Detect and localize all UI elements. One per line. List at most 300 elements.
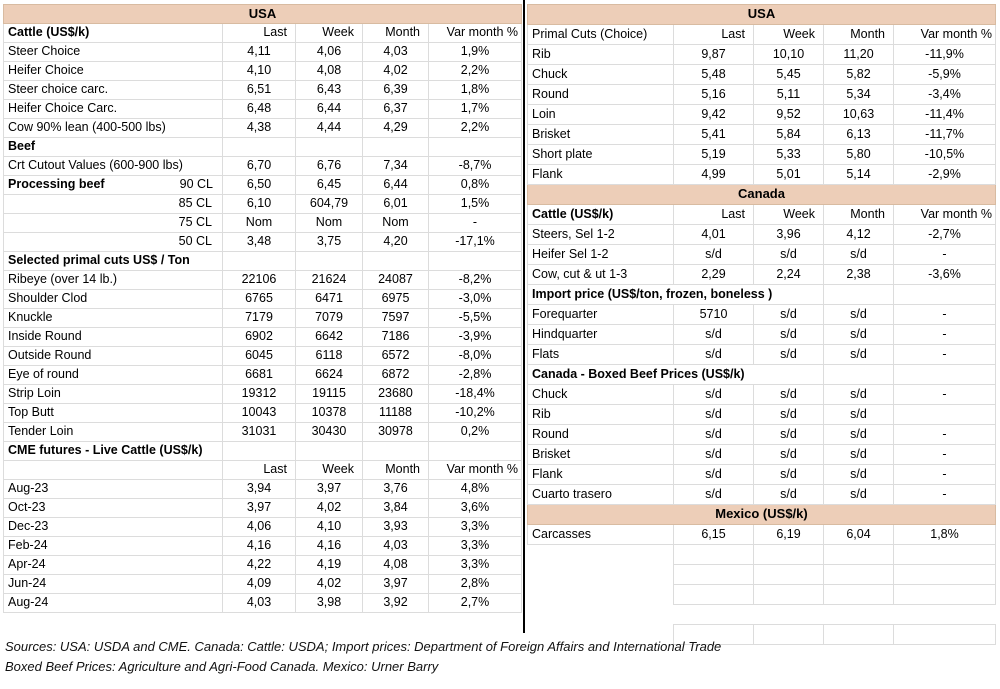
cell-week: 6471 xyxy=(296,290,363,309)
cell-last: Nom xyxy=(223,214,296,233)
row-label: Jun-24 xyxy=(4,575,223,594)
cell-last: 6,15 xyxy=(674,525,754,545)
cell-last: 6902 xyxy=(223,328,296,347)
cell-var-month: - xyxy=(894,465,996,485)
table-row xyxy=(4,62,522,81)
cell-month: 4,20 xyxy=(363,233,429,252)
cell-month: 6,04 xyxy=(824,525,894,545)
row-label: Feb-24 xyxy=(4,537,223,556)
cell-var-month: - xyxy=(894,325,996,345)
cell-week: 604,79 xyxy=(296,195,363,214)
spacer-cell xyxy=(528,585,674,605)
cell-var-month: -3,0% xyxy=(429,290,522,309)
cell-month: s/d xyxy=(824,485,894,505)
cell-month: 10,63 xyxy=(824,105,894,125)
empty-cell xyxy=(296,252,363,271)
cell-week: s/d xyxy=(754,465,824,485)
cell-week xyxy=(754,585,824,605)
cell-var-month: -11,4% xyxy=(894,105,996,125)
table-row xyxy=(528,225,996,245)
cell-week xyxy=(754,545,824,565)
table-row xyxy=(4,309,522,328)
spacer-cell xyxy=(528,565,674,585)
cell-week: 3,75 xyxy=(296,233,363,252)
cell-month: s/d xyxy=(824,305,894,325)
cell-week xyxy=(754,565,824,585)
region-band: USA xyxy=(4,5,522,24)
table-row xyxy=(528,245,996,265)
region-band: USA xyxy=(528,5,996,25)
cell-last: 6765 xyxy=(223,290,296,309)
spacer-cell xyxy=(528,605,996,625)
cell-last: s/d xyxy=(674,485,754,505)
column-header: Last xyxy=(674,25,754,45)
cell-var-month: -3,4% xyxy=(894,85,996,105)
cell-week: 5,11 xyxy=(754,85,824,105)
cell-last: 6,50 xyxy=(223,176,296,195)
cell-month: 7,34 xyxy=(363,157,429,176)
spacer-cell xyxy=(528,545,674,565)
cell-week: 6,43 xyxy=(296,81,363,100)
cell-month: s/d xyxy=(824,245,894,265)
row-label: Oct-23 xyxy=(4,499,223,518)
column-header: Month xyxy=(824,205,894,225)
cell-var-month: -11,7% xyxy=(894,125,996,145)
cell-var-month: - xyxy=(894,385,996,405)
cell-last: 2,29 xyxy=(674,265,754,285)
cell-month: 7186 xyxy=(363,328,429,347)
cell-month: 4,02 xyxy=(363,62,429,81)
row-label: Brisket xyxy=(528,445,674,465)
table-row xyxy=(4,290,522,309)
table-row xyxy=(4,461,522,480)
cell-week: 3,98 xyxy=(296,594,363,613)
cell-var-month: -17,1% xyxy=(429,233,522,252)
cell-week: 19115 xyxy=(296,385,363,404)
row-label: Steer choice carc. xyxy=(4,81,223,100)
cell-var-month: 1,9% xyxy=(429,43,522,62)
table-row xyxy=(4,594,522,613)
cell-week: 2,24 xyxy=(754,265,824,285)
empty-cell xyxy=(429,138,522,157)
cell-var-month: 1,5% xyxy=(429,195,522,214)
cell-last: 4,22 xyxy=(223,556,296,575)
cell-var-month: 1,8% xyxy=(429,81,522,100)
cell-month: s/d xyxy=(824,325,894,345)
cell-month: 3,97 xyxy=(363,575,429,594)
cell-var-month: - xyxy=(894,425,996,445)
cell-week xyxy=(754,625,824,645)
section-label: Canada - Boxed Beef Prices (US$/k) xyxy=(528,365,824,385)
column-header: Var month % xyxy=(429,24,522,43)
cell-var-month: 3,3% xyxy=(429,537,522,556)
cell-month: 5,34 xyxy=(824,85,894,105)
cell-month: 2,38 xyxy=(824,265,894,285)
row-label xyxy=(4,176,223,195)
cell-var-month: -3,9% xyxy=(429,328,522,347)
cell-last: 4,10 xyxy=(223,62,296,81)
cell-week: s/d xyxy=(754,305,824,325)
region-band: Canada xyxy=(528,185,996,205)
cell-var-month: 0,8% xyxy=(429,176,522,195)
source-note-line2: Boxed Beef Prices: Agriculture and Agri-Food Canada. Mexico: Urner Barry xyxy=(5,659,439,675)
table-row xyxy=(528,25,996,45)
cell-week: s/d xyxy=(754,445,824,465)
column-header: Month xyxy=(363,461,429,480)
row-group-label: Cattle (US$/k) xyxy=(4,24,223,43)
empty-cell xyxy=(223,138,296,157)
cell-last: 4,03 xyxy=(223,594,296,613)
cell-month: 7597 xyxy=(363,309,429,328)
table-row xyxy=(528,145,996,165)
row-group-label: Cattle (US$/k) xyxy=(528,205,674,225)
cell-week: 6,19 xyxy=(754,525,824,545)
table-row xyxy=(528,445,996,465)
cell-last: 6681 xyxy=(223,366,296,385)
usa-canada-mexico-table xyxy=(527,4,996,645)
cell-week: 6,44 xyxy=(296,100,363,119)
cell-var-month: 3,3% xyxy=(429,518,522,537)
row-group-label xyxy=(4,461,223,480)
row-label: Flats xyxy=(528,345,674,365)
cell-last: 6,10 xyxy=(223,195,296,214)
cell-var-month: - xyxy=(894,305,996,325)
region-band-row xyxy=(528,505,996,525)
cell-last: 6045 xyxy=(223,347,296,366)
cell-month: s/d xyxy=(824,405,894,425)
cell-var-month: -5,9% xyxy=(894,65,996,85)
cell-month: 4,29 xyxy=(363,119,429,138)
table-row xyxy=(4,366,522,385)
cell-last: 5,19 xyxy=(674,145,754,165)
row-label: Strip Loin xyxy=(4,385,223,404)
cell-week: 3,96 xyxy=(754,225,824,245)
table-row xyxy=(4,100,522,119)
cell-week: 30430 xyxy=(296,423,363,442)
cell-last: s/d xyxy=(674,385,754,405)
column-header: Var month % xyxy=(894,205,996,225)
table-row xyxy=(528,385,996,405)
table-row xyxy=(528,465,996,485)
row-label: Round xyxy=(528,85,674,105)
section-divider xyxy=(523,0,525,633)
cell-last: 4,06 xyxy=(223,518,296,537)
empty-cell xyxy=(894,365,996,385)
table-row xyxy=(4,81,522,100)
cell-week: 4,02 xyxy=(296,575,363,594)
cell-var-month: 0,2% xyxy=(429,423,522,442)
cell-month: 4,08 xyxy=(363,556,429,575)
table-row xyxy=(4,385,522,404)
empty-cell xyxy=(824,285,894,305)
section-label: CME futures - Live Cattle (US$/k) xyxy=(4,442,223,461)
cell-week: 10,10 xyxy=(754,45,824,65)
cell-week: s/d xyxy=(754,405,824,425)
cell-var-month: - xyxy=(894,485,996,505)
cell-month: 5,80 xyxy=(824,145,894,165)
cell-var-month: -8,7% xyxy=(429,157,522,176)
table-row xyxy=(528,525,996,545)
cell-month: 23680 xyxy=(363,385,429,404)
cell-week: 6,76 xyxy=(296,157,363,176)
cell-last: 6,70 xyxy=(223,157,296,176)
cell-var-month: -5,5% xyxy=(429,309,522,328)
empty-cell xyxy=(296,138,363,157)
cell-week: 21624 xyxy=(296,271,363,290)
table-row xyxy=(4,138,522,157)
section-label: Import price (US$/ton, frozen, boneless ) xyxy=(528,285,824,305)
cell-last: 22106 xyxy=(223,271,296,290)
cell-month: Nom xyxy=(363,214,429,233)
cell-last: s/d xyxy=(674,245,754,265)
cell-month: s/d xyxy=(824,465,894,485)
table-row xyxy=(4,214,522,233)
table-row xyxy=(4,518,522,537)
table-row xyxy=(4,252,522,271)
cell-week: s/d xyxy=(754,325,824,345)
table-row xyxy=(528,345,996,365)
cell-week: 4,19 xyxy=(296,556,363,575)
empty-cell xyxy=(824,365,894,385)
table-row xyxy=(4,480,522,499)
cell-month: 5,14 xyxy=(824,165,894,185)
row-label: Top Butt xyxy=(4,404,223,423)
row-label: Eye of round xyxy=(4,366,223,385)
cell-var-month xyxy=(894,585,996,605)
cell-var-month xyxy=(894,565,996,585)
row-label: Chuck xyxy=(528,65,674,85)
table-row xyxy=(4,404,522,423)
cell-week: 6,45 xyxy=(296,176,363,195)
row-label: Forequarter xyxy=(528,305,674,325)
cell-last: 4,16 xyxy=(223,537,296,556)
cell-week: 4,02 xyxy=(296,499,363,518)
usa-prices-table xyxy=(3,4,522,613)
table-row xyxy=(528,405,996,425)
column-header: Last xyxy=(223,24,296,43)
cell-last: s/d xyxy=(674,405,754,425)
cell-month xyxy=(824,585,894,605)
row-label: 85 CL xyxy=(4,195,223,214)
table-row xyxy=(528,485,996,505)
cell-week: s/d xyxy=(754,385,824,405)
empty-cell xyxy=(894,285,996,305)
row-label: Cow 90% lean (400-500 lbs) xyxy=(4,119,223,138)
row-label: Tender Loin xyxy=(4,423,223,442)
cell-var-month: - xyxy=(429,214,522,233)
empty-cell xyxy=(223,442,296,461)
cell-month: 24087 xyxy=(363,271,429,290)
row-label: Brisket xyxy=(528,125,674,145)
row-label: Rib xyxy=(528,45,674,65)
table-row xyxy=(4,442,522,461)
column-header: Week xyxy=(296,461,363,480)
cell-week: 4,08 xyxy=(296,62,363,81)
row-label: Carcasses xyxy=(528,525,674,545)
cell-month: 3,93 xyxy=(363,518,429,537)
cell-month: 4,03 xyxy=(363,537,429,556)
cell-month: 6,37 xyxy=(363,100,429,119)
row-label: Heifer Sel 1-2 xyxy=(528,245,674,265)
table-row xyxy=(528,285,996,305)
table-row xyxy=(528,105,996,125)
cell-month: s/d xyxy=(824,385,894,405)
cell-last: 4,11 xyxy=(223,43,296,62)
cell-month: 6872 xyxy=(363,366,429,385)
table-row xyxy=(528,585,996,605)
table-row xyxy=(528,45,996,65)
table-row xyxy=(4,423,522,442)
column-header: Week xyxy=(296,24,363,43)
region-band-row xyxy=(4,5,522,24)
cell-var-month: 2,8% xyxy=(429,575,522,594)
cell-month: 4,12 xyxy=(824,225,894,245)
cell-last: 3,97 xyxy=(223,499,296,518)
cell-month: 6,44 xyxy=(363,176,429,195)
row-label: 50 CL xyxy=(4,233,223,252)
empty-cell xyxy=(429,252,522,271)
row-label: Loin xyxy=(528,105,674,125)
table-row xyxy=(528,265,996,285)
cell-month: 3,76 xyxy=(363,480,429,499)
cell-month: 4,03 xyxy=(363,43,429,62)
cell-week: 6624 xyxy=(296,366,363,385)
table-row xyxy=(4,537,522,556)
row-label: Heifer Choice Carc. xyxy=(4,100,223,119)
table-row xyxy=(528,305,996,325)
cell-last: 6,48 xyxy=(223,100,296,119)
table-row xyxy=(4,157,522,176)
row-label: Inside Round xyxy=(4,328,223,347)
table-row xyxy=(4,233,522,252)
table-row xyxy=(528,85,996,105)
table-row xyxy=(4,328,522,347)
row-label: Flank xyxy=(528,465,674,485)
empty-cell xyxy=(363,138,429,157)
table-row xyxy=(4,347,522,366)
cell-var-month: 3,3% xyxy=(429,556,522,575)
cell-week: 4,06 xyxy=(296,43,363,62)
source-note-line1: Sources: USA: USDA and CME. Canada: Cattle: USDA; Import prices: Department of Foreign Affairs and International Trade xyxy=(5,639,722,654)
row-label-main: Processing beef xyxy=(8,177,105,192)
cell-last: 31031 xyxy=(223,423,296,442)
table-row xyxy=(528,205,996,225)
row-group-label: Primal Cuts (Choice) xyxy=(528,25,674,45)
cell-var-month: 1,8% xyxy=(894,525,996,545)
table-row xyxy=(4,43,522,62)
cell-last: 5,41 xyxy=(674,125,754,145)
empty-cell xyxy=(363,442,429,461)
cell-week: 5,84 xyxy=(754,125,824,145)
cell-var-month xyxy=(894,405,996,425)
table-row xyxy=(4,119,522,138)
cell-last: 4,38 xyxy=(223,119,296,138)
row-label: Rib xyxy=(528,405,674,425)
cell-var-month: -2,8% xyxy=(429,366,522,385)
cell-month: 6,13 xyxy=(824,125,894,145)
empty-cell xyxy=(429,442,522,461)
row-label: Short plate xyxy=(528,145,674,165)
row-label: Chuck xyxy=(528,385,674,405)
cell-var-month: 3,6% xyxy=(429,499,522,518)
cell-month: s/d xyxy=(824,425,894,445)
cell-week: 5,33 xyxy=(754,145,824,165)
cell-var-month: -10,2% xyxy=(429,404,522,423)
cell-week: 5,01 xyxy=(754,165,824,185)
cell-week: s/d xyxy=(754,245,824,265)
cell-week: s/d xyxy=(754,425,824,445)
cell-var-month: 2,2% xyxy=(429,119,522,138)
table-row xyxy=(4,499,522,518)
cell-week: Nom xyxy=(296,214,363,233)
region-band-row xyxy=(528,185,996,205)
column-header: Last xyxy=(223,461,296,480)
row-label: Cow, cut & ut 1-3 xyxy=(528,265,674,285)
source-note xyxy=(5,637,721,677)
cell-month: 5,82 xyxy=(824,65,894,85)
cell-month xyxy=(824,565,894,585)
table-row xyxy=(4,195,522,214)
table-row xyxy=(528,545,996,565)
row-label: Flank xyxy=(528,165,674,185)
column-header: Var month % xyxy=(894,25,996,45)
cell-month: 11,20 xyxy=(824,45,894,65)
cell-var-month: 2,7% xyxy=(429,594,522,613)
cell-last: 5,16 xyxy=(674,85,754,105)
cell-week: 4,16 xyxy=(296,537,363,556)
row-label: Hindquarter xyxy=(528,325,674,345)
cell-last xyxy=(674,585,754,605)
row-label: Shoulder Clod xyxy=(4,290,223,309)
table-row xyxy=(4,271,522,290)
column-header: Month xyxy=(824,25,894,45)
region-band: Mexico (US$/k) xyxy=(528,505,996,525)
cell-month: 6,39 xyxy=(363,81,429,100)
row-label: Steers, Sel 1-2 xyxy=(528,225,674,245)
cell-month: 6975 xyxy=(363,290,429,309)
row-label: Round xyxy=(528,425,674,445)
row-label: Steer Choice xyxy=(4,43,223,62)
table-row xyxy=(4,575,522,594)
cell-month: 11188 xyxy=(363,404,429,423)
cell-last: s/d xyxy=(674,445,754,465)
cell-var-month: - xyxy=(894,245,996,265)
row-sublabel: 90 CL xyxy=(179,177,213,192)
cell-month: 3,84 xyxy=(363,499,429,518)
cell-var-month: 2,2% xyxy=(429,62,522,81)
cell-last: 4,09 xyxy=(223,575,296,594)
cell-var-month: -8,2% xyxy=(429,271,522,290)
table-row xyxy=(4,556,522,575)
row-label: Crt Cutout Values (600-900 lbs) xyxy=(4,157,223,176)
cell-last: 4,99 xyxy=(674,165,754,185)
row-label: Aug-23 xyxy=(4,480,223,499)
cell-last: 4,01 xyxy=(674,225,754,245)
cell-month: s/d xyxy=(824,445,894,465)
cell-last: s/d xyxy=(674,325,754,345)
row-label: 75 CL xyxy=(4,214,223,233)
cell-last: 3,94 xyxy=(223,480,296,499)
cell-var-month: 4,8% xyxy=(429,480,522,499)
row-label: Knuckle xyxy=(4,309,223,328)
cell-month: 30978 xyxy=(363,423,429,442)
cell-last: 5,48 xyxy=(674,65,754,85)
table-row xyxy=(528,65,996,85)
row-label: Cuarto trasero xyxy=(528,485,674,505)
row-label: Ribeye (over 14 lb.) xyxy=(4,271,223,290)
cell-var-month: - xyxy=(894,445,996,465)
cell-var-month: -2,9% xyxy=(894,165,996,185)
